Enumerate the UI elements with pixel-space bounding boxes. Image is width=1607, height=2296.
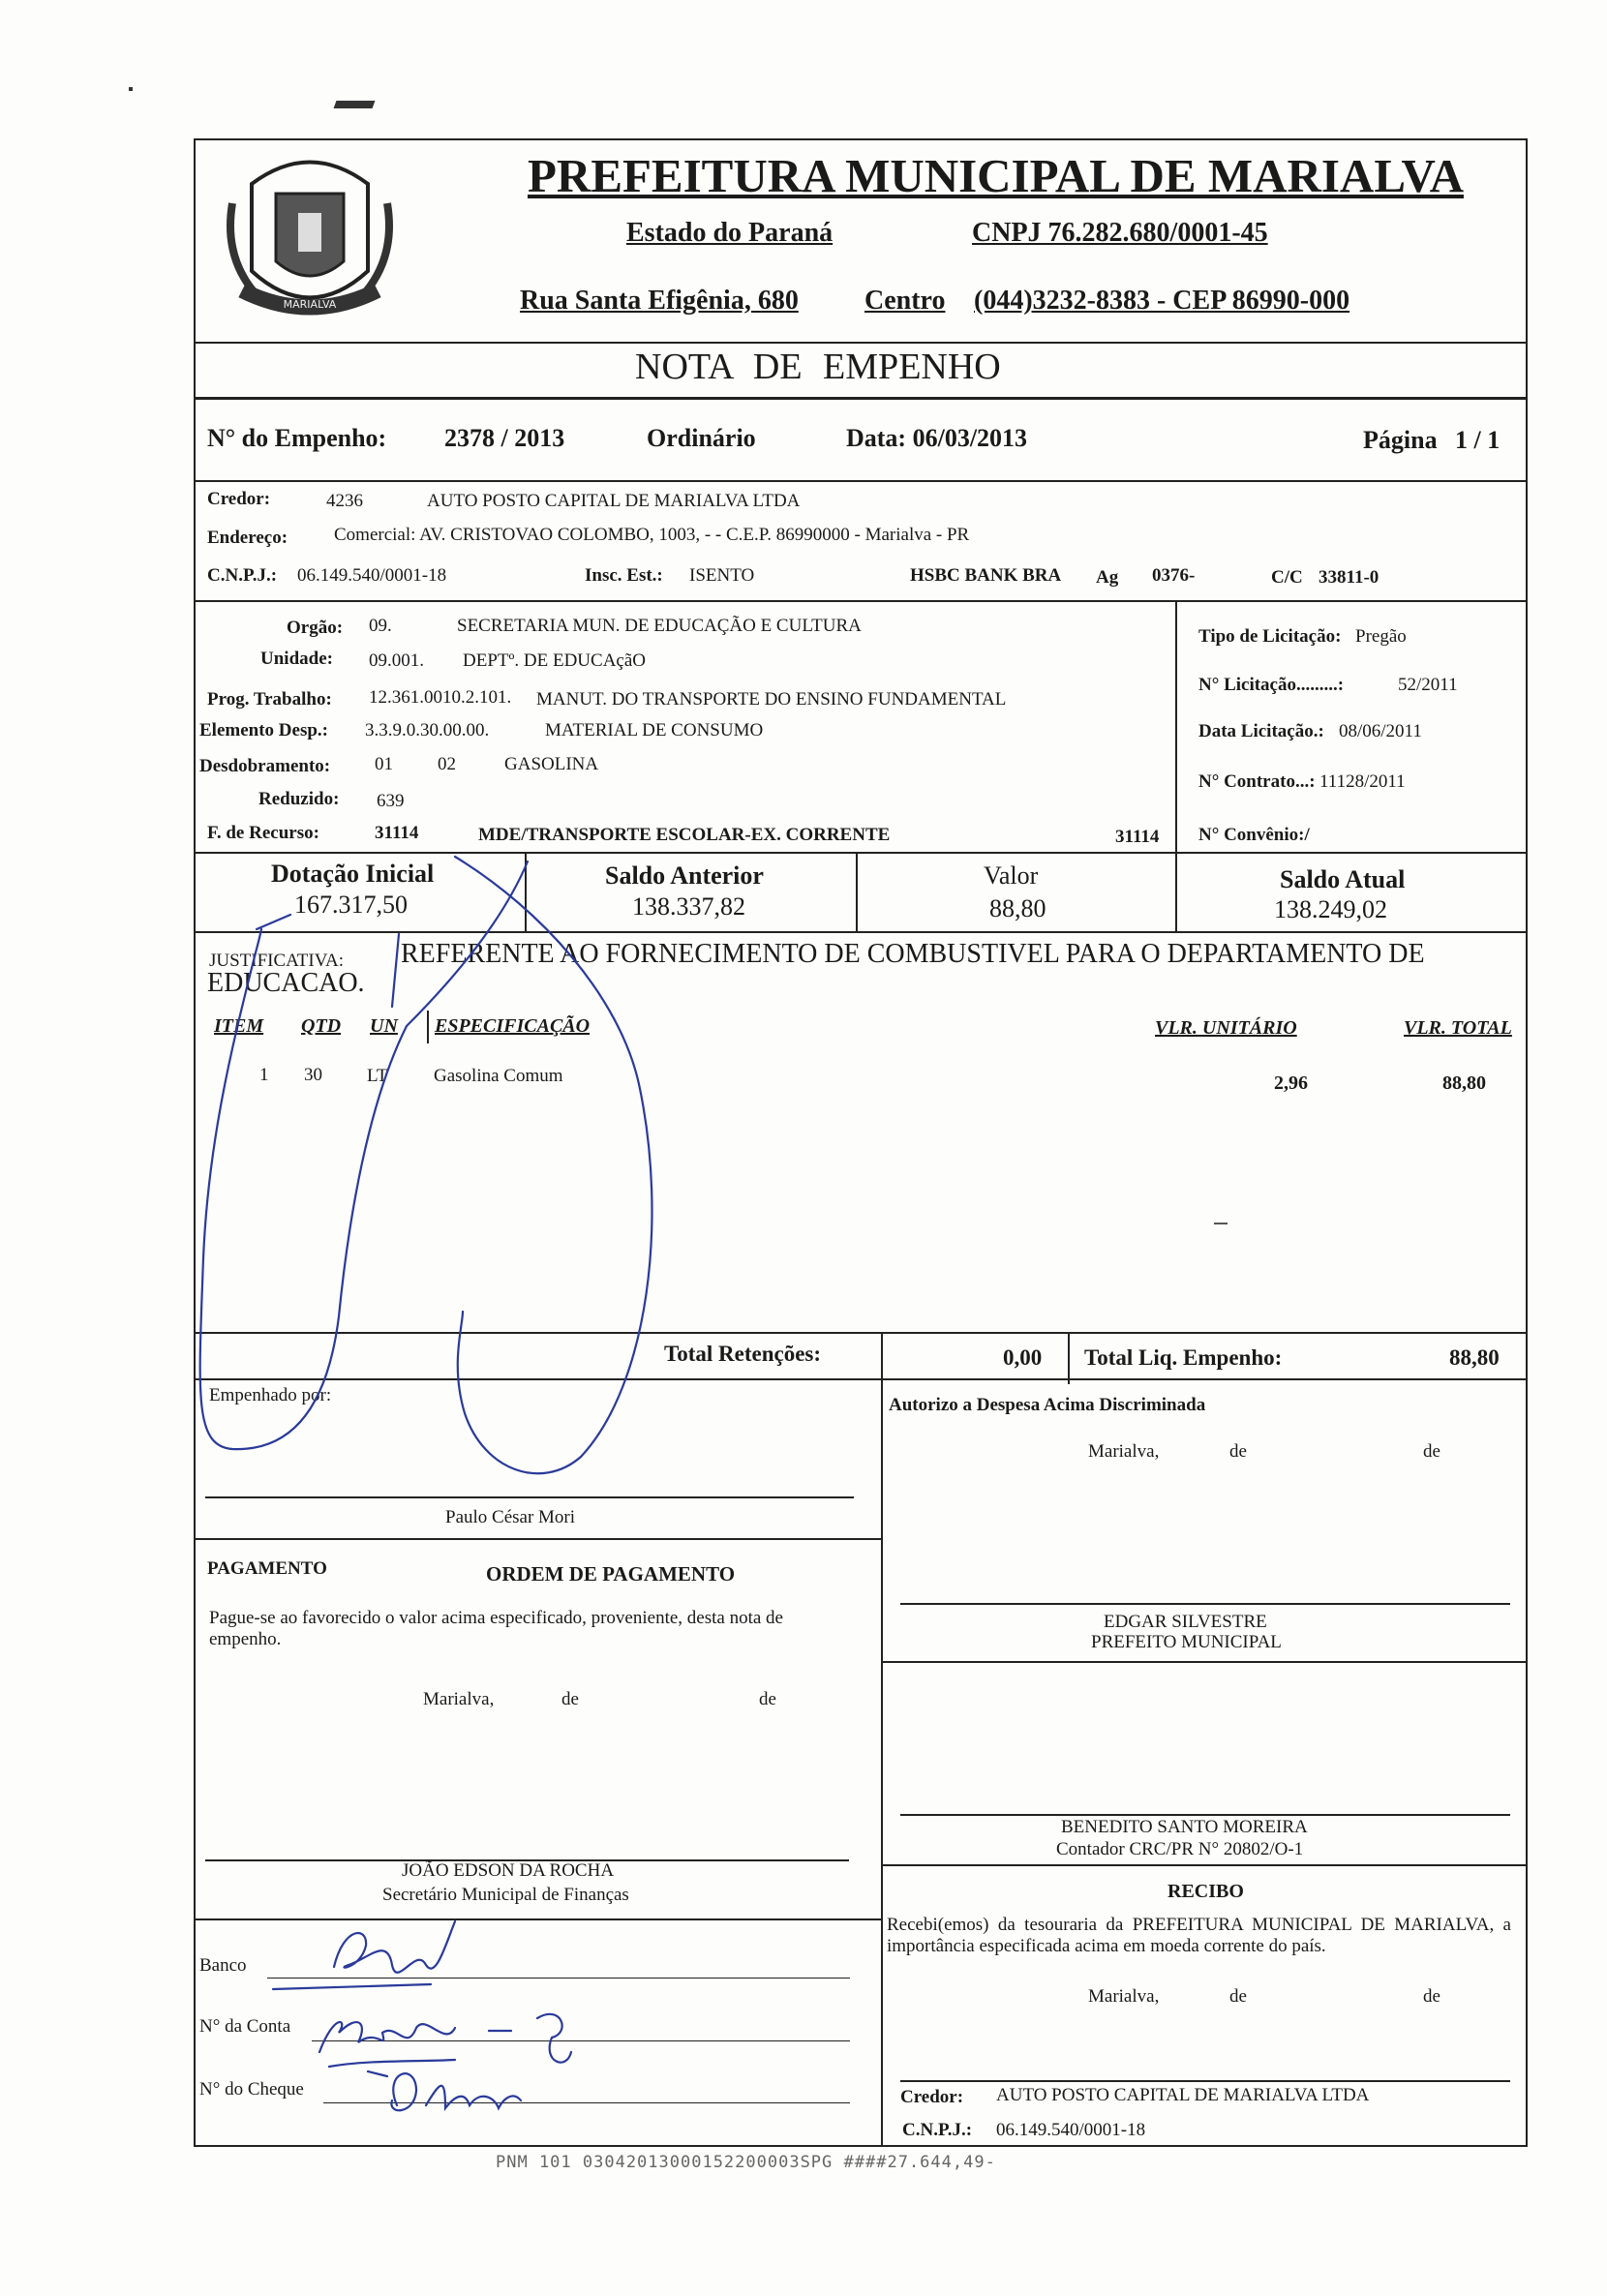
desdobramento-b: 02 xyxy=(438,754,456,774)
divider xyxy=(194,1378,1528,1380)
autorizo-label: Autorizo a Despesa Acima Discriminada xyxy=(889,1395,1206,1415)
divider xyxy=(194,600,1528,602)
unidade-label: Unidade: xyxy=(260,649,333,669)
row-qtd: 30 xyxy=(304,1065,322,1085)
col-un: UN xyxy=(370,1015,398,1037)
divider xyxy=(194,1918,881,1920)
scan-mark xyxy=(129,87,133,91)
cc-label: C/C xyxy=(1271,567,1303,588)
prog-label: Prog. Trabalho: xyxy=(207,689,332,710)
prefeito-role: PREFEITO MUNICIPAL xyxy=(1091,1632,1282,1652)
row-unit-price: 2,96 xyxy=(1274,1072,1308,1094)
desdobramento-name: GASOLINA xyxy=(504,754,599,774)
signature-line xyxy=(900,1603,1510,1605)
divider xyxy=(194,852,1528,854)
insc-value: ISENTO xyxy=(689,565,755,586)
divider xyxy=(881,1864,1528,1866)
orgao-label: Orgão: xyxy=(287,618,344,638)
agency-value: 0376- xyxy=(1152,565,1196,586)
saldo-atual-value: 138.249,02 xyxy=(1274,895,1387,923)
prog-name: MANUT. DO TRANSPORTE DO ENSINO FUNDAMENTAL xyxy=(536,689,1007,710)
page-label: Página xyxy=(1363,426,1438,454)
pagamento-de-2: de xyxy=(759,1689,776,1709)
recibo-de-2: de xyxy=(1423,1986,1440,2007)
cheque-label: N° do Cheque xyxy=(199,2079,304,2100)
elemento-code: 3.3.9.0.30.00.00. xyxy=(365,720,490,740)
recurso-code-2: 31114 xyxy=(1115,827,1160,847)
secretario-name: JOÃO EDSON DA ROCHA xyxy=(402,1860,615,1881)
agency-label: Ag xyxy=(1096,567,1119,588)
recibo-cnpj-label: C.N.P.J.: xyxy=(902,2120,973,2140)
row-total-price: 88,80 xyxy=(1442,1072,1486,1094)
divider xyxy=(525,852,527,931)
conta-label: N° da Conta xyxy=(199,2016,291,2037)
saldo-anterior-value: 138.337,82 xyxy=(632,892,745,921)
pagamento-text: Pague-se ao favorecido o valor acima especificado, proveniente, desta nota de empenho. xyxy=(209,1608,783,1649)
autorizo-de-2: de xyxy=(1423,1441,1440,1462)
banco-line xyxy=(267,1978,850,1979)
divider xyxy=(1175,600,1177,852)
row-item: 1 xyxy=(259,1065,269,1085)
divider xyxy=(194,480,1528,482)
licitacao-data: 08/06/2011 xyxy=(1339,721,1422,741)
coat-of-arms-seal xyxy=(223,145,397,329)
desdobramento-a: 01 xyxy=(375,754,393,774)
credor-code: 4236 xyxy=(326,491,363,511)
divider xyxy=(856,852,858,931)
reduzido-value: 639 xyxy=(377,791,405,811)
dotacao-label: Dotação Inicial xyxy=(271,860,435,888)
divider xyxy=(881,1661,1528,1663)
justificativa-text-2: EDUCACAO. xyxy=(207,968,365,998)
orgao-code: 09. xyxy=(369,616,392,636)
org-state: Estado do Paraná xyxy=(626,218,834,248)
elemento-name: MATERIAL DE CONSUMO xyxy=(545,720,764,740)
recurso-name: MDE/TRANSPORTE ESCOLAR-EX. CORRENTE xyxy=(478,825,891,845)
dotacao-value: 167.317,50 xyxy=(294,891,408,919)
col-item: ITEM xyxy=(214,1015,264,1037)
cheque-line xyxy=(323,2102,850,2103)
divider xyxy=(427,1011,429,1043)
recibo-credor-name: AUTO POSTO CAPITAL DE MARIALVA LTDA xyxy=(996,2085,1370,2105)
recurso-code: 31114 xyxy=(375,823,419,843)
banco-label: Banco xyxy=(199,1955,247,1976)
signature-line xyxy=(900,2080,1510,2082)
col-qtd: QTD xyxy=(301,1015,342,1037)
credor-name: AUTO POSTO CAPITAL DE MARIALVA LTDA xyxy=(427,491,801,511)
col-spec: ESPECIFICAÇÃO xyxy=(435,1015,591,1037)
recurso-label: F. de Recurso: xyxy=(207,823,319,843)
recibo-text: Recebi(emos) da tesouraria da PREFEITURA MUNICIPAL DE MARIALVA, a importância especificada acima em moeda corrente do país. xyxy=(887,1915,1511,1956)
svg-text:MARIALVA: MARIALVA xyxy=(283,298,337,311)
credor-label: Credor: xyxy=(207,489,271,509)
signature-line xyxy=(900,1814,1510,1816)
divider xyxy=(1068,1332,1070,1384)
divider xyxy=(881,1332,883,1384)
divider xyxy=(194,397,1528,400)
divider xyxy=(194,931,1528,933)
org-title: PREFEITURA MUNICIPAL DE MARIALVA xyxy=(528,149,1464,202)
total-liq-value: 88,80 xyxy=(1449,1345,1500,1370)
footer-code: PNM 101 03042013000152200003SPG ####27.644,49- xyxy=(496,2153,996,2172)
desdobramento-label: Desdobramento: xyxy=(199,756,331,776)
bank-name: HSBC BANK BRA xyxy=(910,565,1062,586)
licitacao-tipo-label: Tipo de Licitação: xyxy=(1198,626,1342,647)
contrato-label: N° Contrato...: xyxy=(1198,771,1316,792)
conta-line xyxy=(312,2040,850,2041)
recibo-credor-label: Credor: xyxy=(900,2087,964,2107)
contador-name: BENEDITO SANTO MOREIRA xyxy=(1061,1817,1308,1837)
unidade-code: 09.001. xyxy=(369,650,424,671)
justificativa-text: REFERENTE AO FORNECIMENTO DE COMBUSTIVEL PARA O DEPARTAMENTO DE xyxy=(401,939,1425,969)
elemento-label: Elemento Desp.: xyxy=(199,720,328,740)
secretario-role: Secretário Municipal de Finanças xyxy=(382,1885,629,1905)
licitacao-data-label: Data Licitação.: xyxy=(1198,721,1324,741)
org-cnpj: CNPJ 76.282.680/0001-45 xyxy=(972,218,1268,248)
cc-value: 33811-0 xyxy=(1319,567,1380,588)
autorizo-place: Marialva, xyxy=(1088,1441,1160,1462)
recibo-cnpj: 06.149.540/0001-18 xyxy=(996,2120,1146,2140)
empenho-label: N° do Empenho: xyxy=(207,424,387,452)
licitacao-num: 52/2011 xyxy=(1398,675,1458,695)
prefeito-name: EDGAR SILVESTRE xyxy=(1104,1612,1267,1632)
justificativa-label: JUSTIFICATIVA: xyxy=(209,951,345,971)
unidade-name: DEPTº. DE EDUCAçãO xyxy=(463,650,646,671)
pagamento-place: Marialva, xyxy=(423,1689,495,1709)
valor-value: 88,80 xyxy=(989,894,1046,922)
saldo-atual-label: Saldo Atual xyxy=(1280,865,1406,893)
autorizo-de-1: de xyxy=(1229,1441,1247,1462)
insc-label: Insc. Est.: xyxy=(585,565,663,586)
page-number: 1 / 1 xyxy=(1455,426,1501,454)
org-phone-cep: (044)3232-8383 - CEP 86990-000 xyxy=(974,286,1350,316)
pagamento-de-1: de xyxy=(561,1689,579,1709)
recibo-de-1: de xyxy=(1229,1986,1247,2007)
convenio-label: N° Convênio:/ xyxy=(1198,825,1310,845)
divider xyxy=(881,1378,883,2147)
stray-mark xyxy=(1214,1223,1228,1224)
total-liq-label: Total Liq. Empenho: xyxy=(1084,1345,1283,1370)
orgao-name: SECRETARIA MUN. DE EDUCAÇÃO E CULTURA xyxy=(457,616,862,636)
row-un: LT xyxy=(367,1066,388,1086)
contador-role: Contador CRC/PR N° 20802/O-1 xyxy=(1056,1839,1304,1859)
prog-code: 12.361.0010.2.101. xyxy=(369,687,512,708)
credor-cnpj: 06.149.540/0001-18 xyxy=(297,565,447,586)
contrato-value: 11128/2011 xyxy=(1319,771,1406,792)
retencoes-label: Total Retenções: xyxy=(664,1342,822,1366)
valor-label: Valor xyxy=(984,861,1039,890)
recibo-label: RECIBO xyxy=(1167,1881,1244,1902)
empenho-date: Data: 06/03/2013 xyxy=(846,424,1028,452)
divider xyxy=(194,1332,1528,1334)
empenhado-name: Paulo César Mori xyxy=(445,1507,576,1527)
col-unit-price: VLR. UNITÁRIO xyxy=(1155,1017,1297,1039)
licitacao-num-label: N° Licitação.........: xyxy=(1198,675,1345,695)
doc-title: NOTA DE EMPENHO xyxy=(635,347,1001,387)
retencoes-value: 0,00 xyxy=(1003,1345,1043,1370)
reduzido-label: Reduzido: xyxy=(258,789,340,809)
row-spec: Gasolina Comum xyxy=(434,1066,563,1086)
divider xyxy=(194,342,1528,344)
saldo-anterior-label: Saldo Anterior xyxy=(605,861,764,890)
divider xyxy=(194,1538,881,1540)
org-address: Rua Santa Efigênia, 680 xyxy=(520,286,799,316)
empenho-type: Ordinário xyxy=(647,424,756,452)
col-total-price: VLR. TOTAL xyxy=(1404,1017,1512,1039)
org-district: Centro xyxy=(864,286,946,316)
licitacao-tipo: Pregão xyxy=(1355,626,1407,647)
divider xyxy=(1175,852,1177,931)
address-label: Endereço: xyxy=(207,528,288,548)
scan-mark xyxy=(334,101,376,108)
signature-line xyxy=(205,1496,854,1498)
credor-address: Comercial: AV. CRISTOVAO COLOMBO, 1003, - - C.E.P. 86990000 - Marialva - PR xyxy=(334,525,970,545)
recibo-place: Marialva, xyxy=(1088,1986,1160,2007)
cnpj-label: C.N.P.J.: xyxy=(207,565,278,586)
ordem-pagamento-label: ORDEM DE PAGAMENTO xyxy=(486,1562,736,1586)
empenhado-label: Empenhado por: xyxy=(209,1385,332,1405)
empenho-number: 2378 / 2013 xyxy=(444,424,565,452)
pagamento-label: PAGAMENTO xyxy=(207,1558,327,1579)
